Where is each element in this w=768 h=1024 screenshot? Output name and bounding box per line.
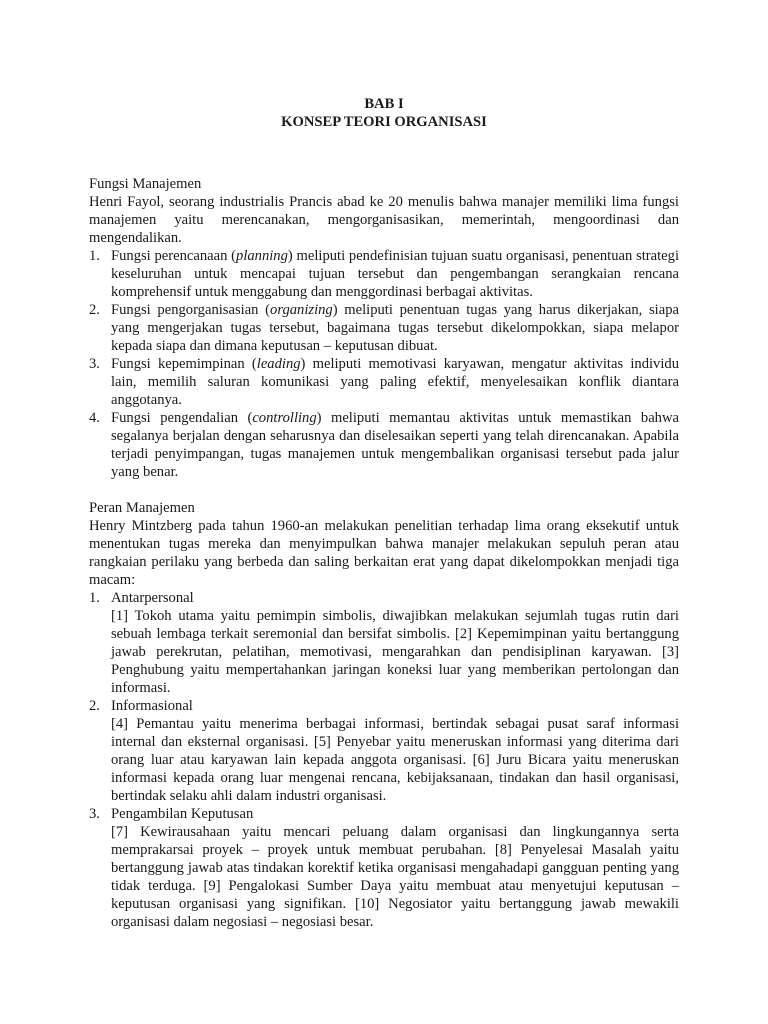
list-number: 1. xyxy=(89,248,100,264)
chapter-title: KONSEP TEORI ORGANISASI xyxy=(281,114,487,130)
list-item-label: Pengambilan Keputusan xyxy=(111,806,254,822)
list-item: 4. Fungsi pengendalian (controlling) meliputi memantau aktivitas untuk memastikan bahwa segalanya berjalan dengan seharusnya dan diselesaikan seperti yang telah direncanakan. Apabila terjadi penyimpangan, tugas manajemen untuk mengembalikan organisasi tersebut pada jalur yang benar. xyxy=(89,410,679,480)
chapter-number: BAB I xyxy=(364,96,404,112)
list-number: 4. xyxy=(89,410,100,426)
section-fungsi-manajemen xyxy=(89,175,679,481)
section-heading: Peran Manajemen xyxy=(89,500,195,516)
list-number: 3. xyxy=(89,806,100,822)
list-item: 2. Fungsi pengorganisasian (organizing) meliputi penentuan tugas yang harus dikerjakan, siapa yang mengerjakan tugas tersebut, bagaimana tugas tersebut dikelompokkan, siapa melapor kepada siapa dan dimana keputusan – keputusan dibuat. xyxy=(89,302,679,354)
list-item xyxy=(89,805,679,931)
section-intro: Henry Mintzberg pada tahun 1960-an melakukan penelitian terhadap lima orang eksekutif untuk menentukan tugas mereka dan menyimpulkan bahwa manajer melakukan sepuluh peran atau rangkaian perilaku yang berbeda dan saling berkaitan erat yang dapat dikelompokkan menjadi tiga macam: xyxy=(89,518,679,588)
list-item-label: Antarpersonal xyxy=(111,590,194,606)
list-item xyxy=(89,697,679,805)
term: controlling xyxy=(252,410,317,426)
section-peran-manajemen xyxy=(89,499,679,931)
term: leading xyxy=(256,356,301,372)
list-item-label: Informasional xyxy=(111,698,193,714)
list-item-text: [4] Pemantau yaitu menerima berbagai informasi, bertindak sebagai pusat saraf informasi internal dan eksternal organisasi. [5] Penyebar yaitu meneruskan informasi yang diterima dari orang luar atau karyawan lain kepada anggota organisasi. [6] Juru Bicara yaitu meneruskan informasi kepada orang luar mengenai rencana, kebijaksanaan, tindakan dan hasil organisasi, bertindak selaku ahli dalam industri organisasi. xyxy=(111,716,679,804)
fungsi-list xyxy=(89,247,679,481)
section-heading: Fungsi Manajemen xyxy=(89,176,202,192)
list-item xyxy=(89,589,679,697)
list-number: 2. xyxy=(89,698,100,714)
list-item-text: [1] Tokoh utama yaitu pemimpin simbolis, diwajibkan melakukan sejumlah tugas rutin dari sebuah lembaga terkait seremonial dan bersifat simbolis. [2] Kepemimpinan yaitu bertanggung jawab perekrutan, pelatihan, memotivasi, mengarahkan dan pendisiplinan karyawan. [3] Penghubung yaitu mempertahankan jaringan koneksi luar yang memberikan pertolongan dan informasi. xyxy=(111,608,679,696)
list-item: 3. Fungsi kepemimpinan (leading) meliputi memotivasi karyawan, mengatur aktivitas individu lain, memilih saluran komunikasi yang paling efektif, menyelesaikan konflik diantara anggotanya. xyxy=(89,356,679,408)
list-item-text: [7] Kewirausahaan yaitu mencari peluang dalam organisasi dan lingkungannya serta memprakarsai proyek – proyek untuk membuat perubahan. [8] Penyelesai Masalah yaitu bertanggung jawab atas tindakan korektif ketika organisasi mengahadapi gangguan penting yang tidak terduga. [9] Pengalokasi Sumber Daya yaitu membuat atau menyetujui keputusan – keputusan organisasi yang signifikan. [10] Negosiator yaitu bertanggung jawab mewakili organisasi dalam negosiasi – negosiasi besar. xyxy=(111,824,679,930)
term: planning xyxy=(236,248,288,264)
term: organizing xyxy=(270,302,333,318)
list-number: 2. xyxy=(89,302,100,318)
list-item: 1. Fungsi perencanaan (planning) meliputi pendefinisian tujuan suatu organisasi, penentuan strategi keseluruhan untuk mencapai tujuan tersebut dan pengembangan serangkaian rencana komprehensif untuk menggabung dan menggordinasi berbagai aktivitas. xyxy=(89,248,680,300)
list-number: 1. xyxy=(89,590,100,606)
peran-list xyxy=(89,589,679,931)
section-intro: Henri Fayol, seorang industrialis Prancis abad ke 20 menulis bahwa manajer memiliki lima fungsi manajemen yaitu merencanakan, mengorganisasikan, memerintah, mengoordinasi dan mengendalikan. xyxy=(89,194,679,246)
list-number: 3. xyxy=(89,356,100,372)
